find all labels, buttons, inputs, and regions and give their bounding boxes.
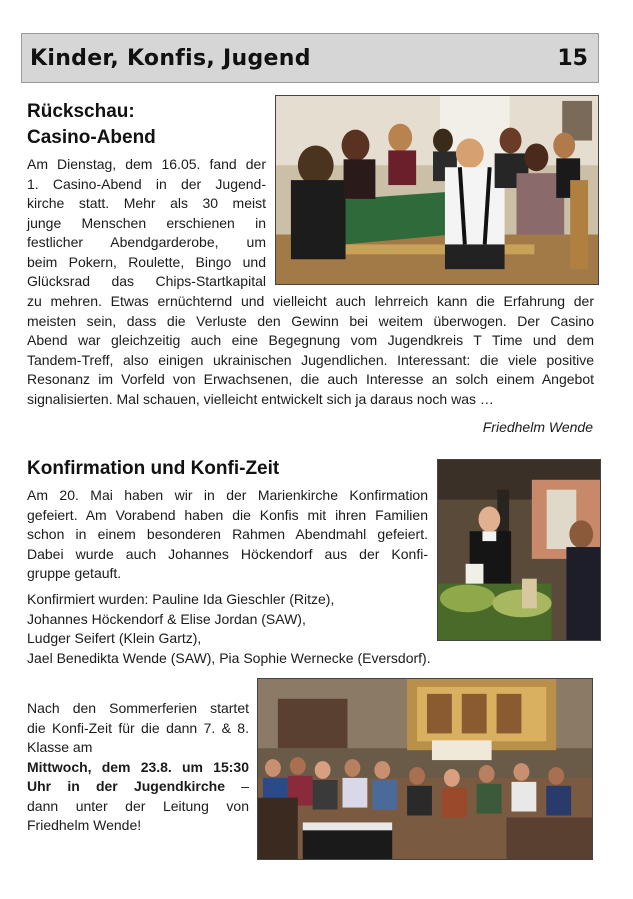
- text-line: Klasse am: [27, 739, 93, 755]
- text-line: gefeiert. Am Vorabend haben die Konfis mit ihren Familien: [27, 506, 428, 523]
- text-line: dann unter der Leitung von: [27, 797, 249, 814]
- text-line: Dabei wurde auch Johannes Höckendorf aus der Konfi-: [27, 545, 428, 562]
- article2-paragraph2: [27, 590, 477, 668]
- text-line: meisten sein, dass die Verluste den Gewinn bei weitem überwogen. Der Casino: [27, 312, 594, 329]
- page-number: 15: [557, 46, 588, 71]
- article1-title-line2: Casino-Abend: [27, 127, 156, 148]
- text-line: Johannes Höckendorf & Elise Jordan (SAW),: [27, 610, 306, 627]
- text-line: Abend war gleichzeitig auch eine Begegnung vom Jugendkreis T Time und dem: [27, 332, 594, 348]
- article2-paragraph1: [27, 486, 428, 584]
- youth-church-photo: [257, 678, 593, 860]
- article1-author: Friedhelm Wende: [482, 419, 593, 435]
- article1-wrapped-text: [27, 155, 266, 292]
- article1-full-text: [27, 292, 594, 409]
- text-line: Glücksrad das Chips-Startkapital: [27, 273, 266, 289]
- text-line: gruppe getauft.: [27, 565, 122, 581]
- highlight-location-text: Uhr in der Jugendkirche: [27, 778, 225, 794]
- casino-evening-photo: [275, 95, 599, 285]
- text-line: Resonanz im Vorfeld von Erwachsenen, die auch Interesse an solch einem Angebot: [27, 371, 594, 387]
- text-line: Am 20. Mai haben wir in der Marienkirche Konfirmation: [27, 487, 428, 503]
- section-title: Kinder, Konfis, Jugend: [30, 46, 311, 71]
- text-line: junge Menschen erschienen in: [27, 214, 266, 231]
- text-line: Nach den Sommerferien startet: [27, 700, 249, 716]
- text-line: 1. Casino-Abend in der Jugend-: [27, 175, 266, 192]
- confirmation-church-photo: [437, 459, 601, 641]
- article2-paragraph3: [27, 699, 249, 836]
- text-line: schon in einem besonderen Rahmen Abendmahl gefeiert.: [27, 526, 428, 542]
- article2-title: Konfirmation und Konfi-Zeit: [27, 458, 280, 479]
- text-line: Jael Benedikta Wende (SAW), Pia Sophie Wernecke (Eversdorf).: [27, 649, 431, 666]
- text-line: Konfirmiert wurden: Pauline Ida Gieschler (Ritze),: [27, 591, 335, 607]
- article1-title-line1: Rückschau:: [27, 101, 135, 122]
- text-line: die Konfi-Zeit für die dann 7. & 8.: [27, 719, 249, 736]
- highlight-date-line: Mittwoch, dem 23.8. um 15:30: [27, 758, 249, 775]
- text-line: Friedhelm Wende!: [27, 817, 142, 833]
- text-line: Tandem-Treff, also einigen ukrainischen Jugendlichen. Interessant: die viele positive: [27, 351, 594, 368]
- section-header: [21, 33, 599, 83]
- text-line: festlicher Abendgarderobe, um: [27, 234, 266, 250]
- text-line: beim Pokern, Roulette, Bingo und: [27, 253, 266, 270]
- text-line: Ludger Seifert (Klein Gartz),: [27, 630, 202, 646]
- dash: –: [224, 778, 249, 794]
- highlight-location-line: [27, 777, 249, 797]
- text-line: signalisierten. Mal schauen, vielleicht entwickelt sich ja daraus noch was …: [27, 390, 494, 407]
- text-line: kirche statt. Mehr als 30 meist: [27, 195, 266, 211]
- text-line: Am Dienstag, dem 16.05. fand der: [27, 156, 266, 172]
- text-line: zu mehren. Etwas ernüchternd und vielleicht auch lehrreich kann die Erfahrung der: [27, 293, 594, 309]
